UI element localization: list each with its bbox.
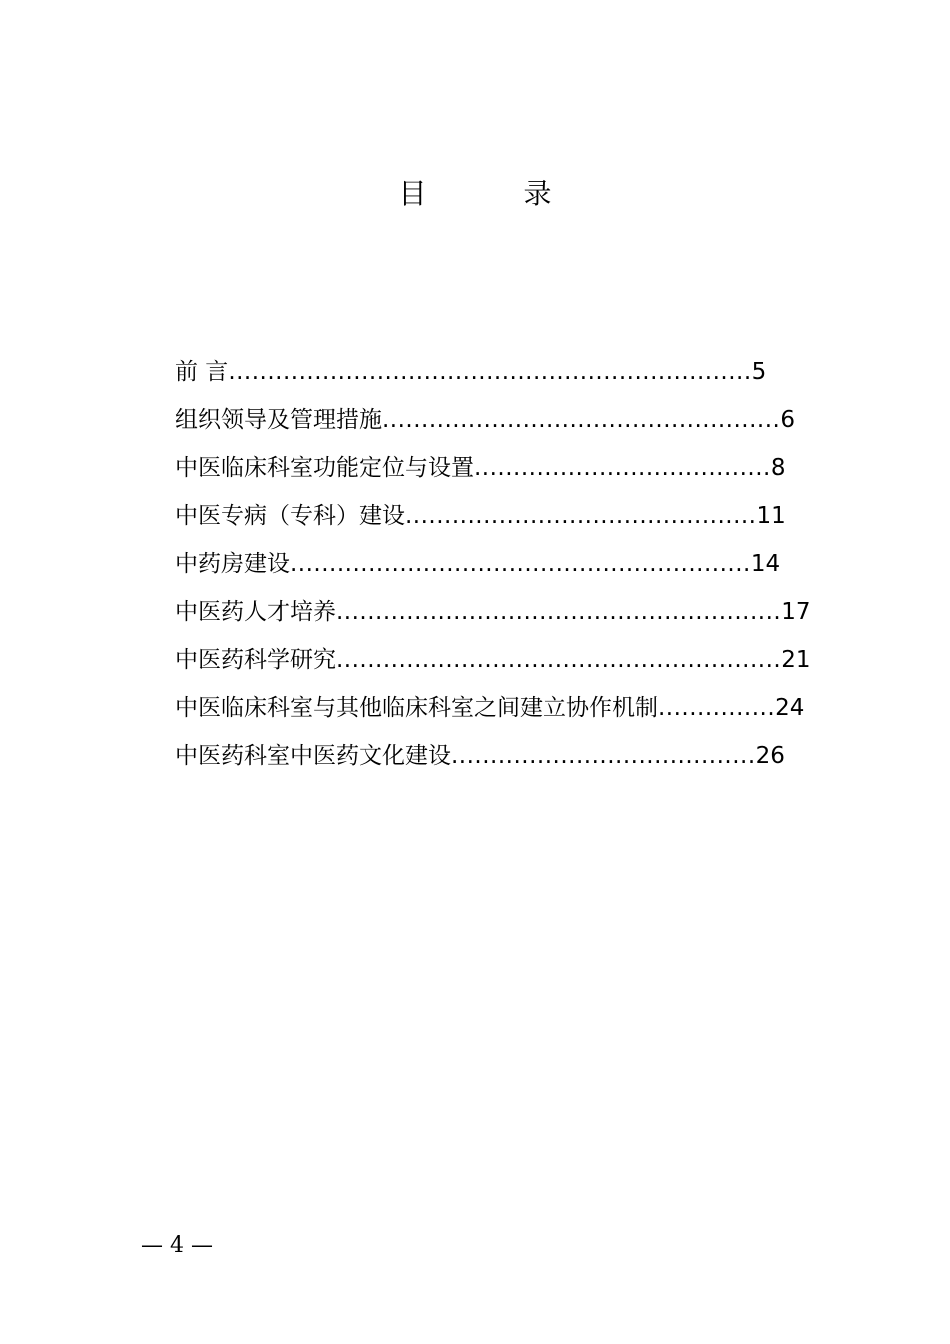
toc-leader-dots: ...........................................................: [290, 551, 751, 577]
toc-entry-title: 中医药科室中医药文化建设: [175, 743, 451, 769]
toc-entry-title: 中医临床科室与其他临床科室之间建立协作机制: [175, 695, 658, 721]
toc-entry-page: 21: [781, 647, 811, 673]
toc-leader-dots: .......................................: [451, 743, 756, 769]
toc-entry-page: 5: [751, 359, 767, 385]
toc-entry-culture[interactable]: [175, 734, 815, 782]
toc-leader-dots: .........................................................: [336, 647, 782, 673]
toc-leader-dots: .............................................: [405, 503, 757, 529]
toc-entry-title: 中医药科学研究: [175, 647, 336, 673]
toc-entry-page: 24: [775, 695, 805, 721]
toc-entry-page: 26: [755, 743, 785, 769]
toc-entry-title: 组织领导及管理措施: [175, 407, 382, 433]
toc-entry-collaboration[interactable]: [175, 686, 815, 734]
toc-leader-dots: ...................................................................: [228, 359, 752, 385]
toc-entry-talent-training[interactable]: [175, 590, 815, 638]
toc-entry-page: 11: [756, 503, 786, 529]
toc-leader-dots: ...............: [658, 695, 776, 721]
toc-entry-research[interactable]: [175, 638, 815, 686]
table-of-contents: [175, 350, 815, 782]
toc-leader-dots: ......................................: [474, 455, 771, 481]
toc-entry-clinical-departments[interactable]: [175, 446, 815, 494]
toc-leader-dots: .........................................................: [336, 599, 782, 625]
toc-entry-preface[interactable]: [175, 350, 815, 398]
toc-entry-title: 中医药人才培养: [175, 599, 336, 625]
toc-entry-page: 17: [781, 599, 811, 625]
toc-entry-title: 中医临床科室功能定位与设置: [175, 455, 474, 481]
toc-entry-title: 中药房建设: [175, 551, 290, 577]
toc-entry-title: 中医专病（专科）建设: [175, 503, 405, 529]
toc-entry-page: 6: [780, 407, 796, 433]
toc-entry-specialty-construction[interactable]: [175, 494, 815, 542]
toc-entry-pharmacy[interactable]: [175, 542, 815, 590]
page-number: — 4 —: [141, 1233, 213, 1258]
toc-entry-page: 8: [770, 455, 786, 481]
toc-entry-organization[interactable]: [175, 398, 815, 446]
toc-entry-page: 14: [750, 551, 781, 577]
toc-leader-dots: ...................................................: [382, 407, 781, 433]
toc-entry-title: 前 言: [175, 359, 229, 385]
page-title: 目 录: [398, 177, 596, 210]
